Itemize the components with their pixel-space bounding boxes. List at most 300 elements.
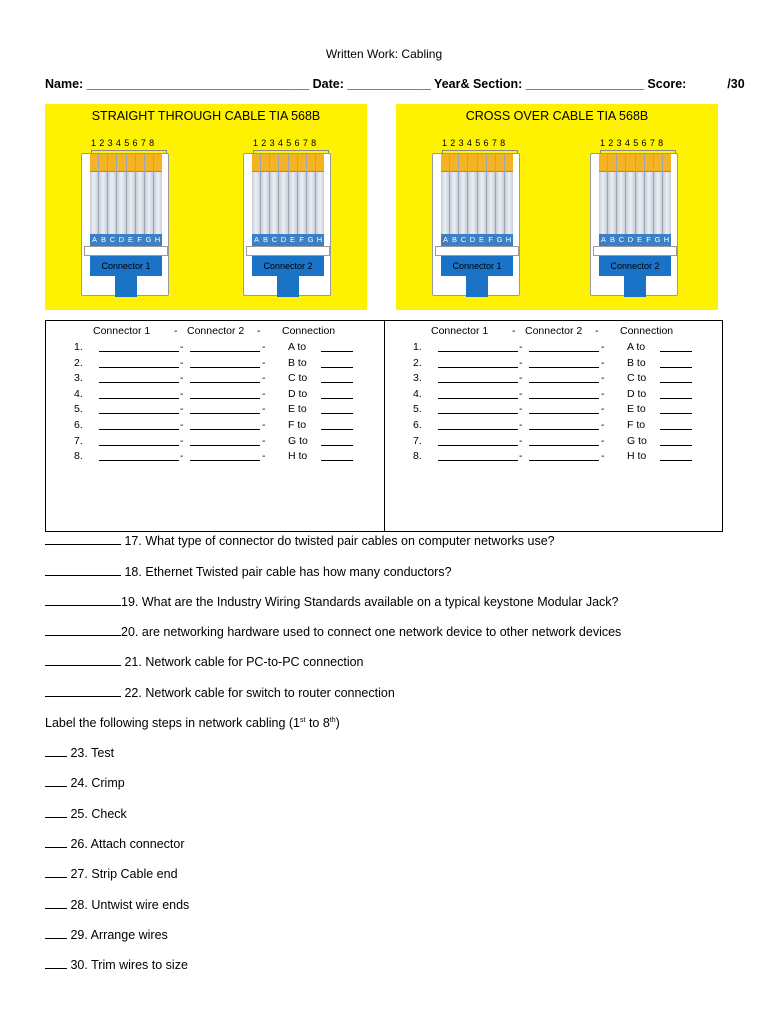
connection-blank[interactable] [660,398,692,399]
connector2-blank[interactable] [190,382,260,383]
header-fields [45,77,745,91]
wire-insulation [663,172,671,234]
row-number: 1. [413,341,422,353]
wire-insulation [645,172,653,234]
answer-blank[interactable] [45,928,67,939]
row-number: 3. [74,372,83,385]
question-text: are networking hardware used to connect one network device to other network devices [141,625,622,639]
wire [626,154,635,234]
connector2-blank[interactable] [529,429,599,430]
wire [270,154,279,234]
dash: - [601,434,605,447]
answer-blank[interactable] [45,958,67,969]
wire-contact [270,154,278,172]
steps-instruction [45,716,340,730]
connection-blank[interactable] [660,382,692,383]
wire-letter: B [100,235,106,244]
wire-contact [108,154,116,172]
step-item [45,776,125,790]
connection-blank[interactable] [321,460,353,461]
wire-letter: H [154,235,161,244]
col-header-connector2: Connector 2 [187,325,245,337]
wires [599,154,671,234]
connector1-blank[interactable] [99,382,179,383]
wire [663,154,671,234]
connection-label: B to [288,356,307,369]
step-text: Crimp [91,776,125,791]
answer-blank[interactable] [45,565,121,576]
wire-insulation [487,172,495,234]
step-text: Test [91,746,115,760]
answer-blank[interactable] [45,534,121,545]
wire-letters [599,234,671,246]
connection-label: G to [627,434,647,447]
rj45-body [590,153,678,296]
dash: - [180,403,184,416]
question-number: 18. [124,565,142,579]
wire-insulation [496,172,504,234]
connector2-blank[interactable] [190,445,260,446]
wire [617,154,626,234]
wire [108,154,117,234]
row-number: 7. [413,434,422,447]
row-number: 2. [413,356,422,369]
connection-label: D to [288,387,308,400]
row-number: 5. [413,403,422,416]
wire-letter: E [636,235,642,244]
wire-insulation [108,172,116,234]
dash: - [519,387,523,400]
wire-letter: G [307,235,314,244]
wire [99,154,108,234]
question-number: 21. [124,655,142,669]
step-item [45,928,168,942]
wire-contact [261,154,269,172]
connector-label: Connector 2 [252,256,324,276]
wire-insulation [154,172,162,234]
wire [127,154,136,234]
wire-insulation [505,172,513,234]
wire-contact [487,154,495,172]
dash: - [262,372,266,385]
wire-letter: B [262,235,268,244]
dash: - [262,450,266,463]
wire-letter: D [469,235,476,244]
connection-blank[interactable] [660,367,692,368]
latch [593,246,677,256]
wire [289,154,298,234]
question-20 [45,625,621,639]
question-18 [45,565,452,579]
step-item [45,867,178,881]
connection-blank[interactable] [660,413,692,414]
connector1-blank[interactable] [438,413,518,414]
step-item [45,807,127,821]
score-total: /30 [727,77,745,91]
wire-insulation [617,172,625,234]
dash: - [519,356,523,369]
wire-letter: C [271,235,278,244]
wire-insulation [459,172,467,234]
wires [441,154,513,234]
wire-contact [645,154,653,172]
name-field: Name: ________________________________ [45,77,310,91]
connector1-blank[interactable] [99,351,179,352]
row-number: 2. [74,356,83,369]
wire [145,154,154,234]
wire-letter: F [488,235,493,244]
wire-letter: A [600,235,606,244]
connector2-blank[interactable] [190,351,260,352]
wire-insulation [626,172,634,234]
wire [599,154,608,234]
wire-contact [307,154,315,172]
wire-letter: E [289,235,295,244]
wire [478,154,487,234]
straight-through-table [45,320,385,532]
answer-blank[interactable] [45,625,121,636]
dash: - [180,341,184,353]
connector2-blank[interactable] [190,398,260,399]
wire-insulation [468,172,476,234]
connector2-blank[interactable] [190,367,260,368]
cross-over-table [384,320,723,532]
answer-blank[interactable] [45,898,67,909]
connector2-blank[interactable] [190,429,260,430]
wire-letter: C [460,235,467,244]
connection-label: H to [627,450,647,463]
connection-blank[interactable] [321,445,353,446]
step-item [45,958,188,972]
step-number: 28. [70,897,88,912]
panel-title: STRAIGHT THROUGH CABLE TIA 568B [91,109,321,123]
wire-contact [298,154,306,172]
wire-insulation [289,172,297,234]
cross-over-panel [396,104,718,310]
superscript: st [300,716,306,724]
wire-letter: F [137,235,142,244]
connection-blank[interactable] [321,351,353,352]
instruction-text: Label the following steps in network cabling (1 [45,716,301,730]
connector1-blank[interactable] [438,367,518,368]
connector2-blank[interactable] [529,367,599,368]
wire-letter: B [609,235,615,244]
answer-blank[interactable] [45,595,121,606]
wire-contact [117,154,125,172]
wire [654,154,663,234]
wire-insulation [478,172,486,234]
connector1-blank[interactable] [438,460,518,461]
answer-blank[interactable] [45,776,67,787]
dash: - [601,341,605,353]
wire-insulation [298,172,306,234]
dash: - [180,387,184,400]
connection-blank[interactable] [660,351,692,352]
dash: - [601,356,605,369]
worksheet-title: Written Work: Cabling [325,47,443,61]
wire-letter: D [627,235,634,244]
pin-numbers: 12345678 [442,138,509,148]
dash: - [262,387,266,400]
question-text: Network cable for PC-to-PC connection [145,655,364,669]
dash: - [262,403,266,416]
wire-contact [90,154,98,172]
connection-label: E to [288,403,307,416]
wire-letter: F [646,235,651,244]
year-section-field: Year& Section: _________________ [434,77,644,91]
question-number: 20. [121,625,139,639]
connector2-blank[interactable] [529,460,599,461]
wire [441,154,450,234]
answer-blank[interactable] [45,686,121,697]
panel-title: CROSS OVER CABLE TIA 568B [465,109,649,123]
question-text: What are the Industry Wiring Standards available on a typical keystone Modular Jack? [141,595,619,609]
connector-tab [277,276,299,297]
dash: - [601,419,605,431]
wire [468,154,477,234]
wire-contact [626,154,634,172]
connector-label: Connector 1 [441,256,513,276]
connector2-blank[interactable] [190,413,260,414]
connection-label: C to [627,372,647,385]
wire-contact [145,154,153,172]
col-header-connector1: Connector 1 [431,325,489,337]
wire-insulation [307,172,315,234]
wire [136,154,145,234]
wire [645,154,654,234]
wire-contact [127,154,135,172]
dash: - [519,372,523,385]
connection-blank[interactable] [660,429,692,430]
wire-contact [636,154,644,172]
connector1-blank[interactable] [438,398,518,399]
wire-contact [617,154,625,172]
col-header-dash: - [512,325,516,337]
step-number: 24. [70,776,88,791]
wire-letters [441,234,513,246]
wire-letter: A [442,235,448,244]
date-field: Date: ____________ [312,77,431,91]
wire [279,154,288,234]
wire-letters [252,234,324,246]
connector1-blank[interactable] [438,351,518,352]
connector1-blank[interactable] [99,460,179,461]
question-text: Ethernet Twisted pair cable has how many conductors? [145,565,452,579]
dash: - [601,387,605,400]
dash: - [262,356,266,369]
wire-letter: C [109,235,116,244]
step-item [45,837,184,851]
connection-blank[interactable] [321,398,353,399]
wire-insulation [441,172,449,234]
row-number: 4. [74,387,83,400]
pin-numbers: 12345678 [600,138,667,148]
row-number: 8. [74,450,83,463]
connection-blank[interactable] [660,460,692,461]
wire-letter: F [299,235,304,244]
connector2-blank[interactable] [529,398,599,399]
wire-contact [316,154,324,172]
col-header-connection: Connection [620,325,674,337]
wire-contact [599,154,607,172]
wire-contact [505,154,513,172]
wire [608,154,617,234]
wire-insulation [636,172,644,234]
straight-through-panel [45,104,367,310]
connector-tab [115,276,137,297]
step-text: Strip Cable end [91,867,178,882]
step-number: 29. [70,927,88,942]
dash: - [180,434,184,447]
answer-blank[interactable] [45,867,67,878]
latch [246,246,330,256]
answer-blank[interactable] [45,807,67,818]
wire-letter: H [505,235,512,244]
dash: - [180,372,184,385]
connector-label: Connector 2 [599,256,671,276]
wire-letter: G [145,235,152,244]
connector2-blank[interactable] [529,445,599,446]
pin-numbers: 12345678 [253,138,320,148]
connector1-blank[interactable] [99,429,179,430]
wire-contact [478,154,486,172]
wire-insulation [136,172,144,234]
connection-label: G to [288,434,308,447]
wire-letter: G [654,235,661,244]
col-header-connector2: Connector 2 [525,325,583,337]
step-text: Untwist wire ends [91,897,190,912]
wire-contact [289,154,297,172]
connector2-blank[interactable] [529,382,599,383]
step-text: Check [91,806,127,821]
question-number: 22. [124,686,142,700]
connector-label: Connector 1 [90,256,162,276]
connector2-blank[interactable] [529,413,599,414]
wire-letter: A [91,235,97,244]
wire-contact [99,154,107,172]
wire-insulation [145,172,153,234]
wire-letter: D [280,235,287,244]
wire [487,154,496,234]
rj45-body [432,153,520,296]
latch [435,246,519,256]
answer-blank[interactable] [45,746,67,757]
wire-insulation [316,172,324,234]
rj45-body [243,153,331,296]
wire-contact [608,154,616,172]
wire-contact [154,154,162,172]
wire-letter: C [618,235,625,244]
dash: - [519,419,523,431]
connector1-blank[interactable] [99,445,179,446]
wire-letter: B [451,235,457,244]
wire [316,154,324,234]
instruction-text: ) [335,716,340,730]
wire-insulation [252,172,260,234]
wire-contact [654,154,662,172]
col-header-dash: - [595,325,599,337]
step-item [45,746,114,760]
wire [307,154,316,234]
wire-letters [90,234,162,246]
wire [459,154,468,234]
wire-contact [663,154,671,172]
wire-insulation [279,172,287,234]
wire [261,154,270,234]
connection-label: B to [627,356,646,369]
row-number: 8. [413,450,422,463]
question-number: 17. [124,534,142,548]
col-header-dash: - [174,325,178,337]
wire-letter: E [127,235,133,244]
connector1-blank[interactable] [99,398,179,399]
step-number: 23. [70,746,88,760]
step-text: Attach connector [90,836,185,851]
wire-letter: H [316,235,323,244]
wire-insulation [99,172,107,234]
connector1-blank[interactable] [438,429,518,430]
connection-blank[interactable] [321,429,353,430]
dash: - [601,372,605,385]
connection-blank[interactable] [660,445,692,446]
wire [505,154,513,234]
row-number: 5. [74,403,83,416]
row-number: 4. [413,387,422,400]
connector1-blank[interactable] [438,445,518,446]
latch [84,246,168,256]
connector1-blank[interactable] [99,413,179,414]
col-header-connector1: Connector 1 [93,325,151,337]
wire-letter: E [478,235,484,244]
connector1-blank[interactable] [99,367,179,368]
step-number: 26. [70,836,88,851]
superscript: th [329,716,336,724]
connector1-blank[interactable] [438,382,518,383]
wire [252,154,261,234]
connector-tab [466,276,488,297]
row-number: 7. [74,434,83,447]
connection-blank[interactable] [321,382,353,383]
wire-letter: G [496,235,503,244]
dash: - [180,450,184,463]
dash: - [519,434,523,447]
wire [154,154,162,234]
dash: - [180,419,184,431]
wire [90,154,99,234]
step-item [45,898,189,912]
row-number: 3. [413,372,422,385]
connection-label: E to [627,403,646,416]
dash: - [519,341,523,353]
connection-blank[interactable] [321,413,353,414]
wire-insulation [261,172,269,234]
col-header-connection: Connection [282,325,336,337]
row-number: 6. [413,419,422,431]
connection-blank[interactable] [321,367,353,368]
wire-contact [279,154,287,172]
dash: - [262,419,266,431]
wire-contact [252,154,260,172]
connector2-blank[interactable] [190,460,260,461]
wire-insulation [127,172,135,234]
dash: - [519,403,523,416]
answer-blank[interactable] [45,655,121,666]
wire-contact [441,154,449,172]
connector2-blank[interactable] [529,351,599,352]
wire-contact [496,154,504,172]
connection-label: F to [288,419,307,431]
answer-blank[interactable] [45,837,67,848]
